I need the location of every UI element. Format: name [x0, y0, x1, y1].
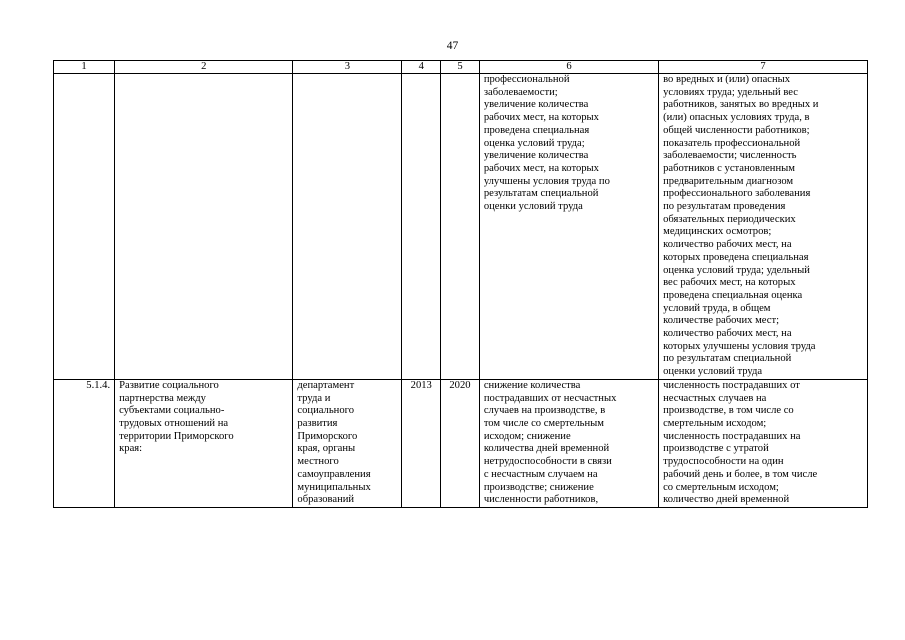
text-line: социального [297, 405, 355, 417]
text-line: обязательных периодических [663, 213, 796, 225]
text-line: снижение количества [483, 379, 581, 391]
text-line: партнерства между [119, 392, 206, 404]
text-line: края: [119, 443, 143, 455]
text-line: численности работников, [483, 494, 599, 506]
text-line: общей численности работников; [663, 124, 810, 136]
text-line: случаев на производстве, в [483, 405, 606, 417]
text-line: предварительным диагнозом [663, 175, 794, 187]
cell-executor [293, 379, 402, 507]
text-line: смертельным исходом; [663, 417, 767, 429]
text-line: образований [297, 494, 355, 506]
cell-indicators [659, 379, 868, 507]
start-year: 2013 [402, 379, 441, 507]
text-line: медицинских осмотров; [663, 226, 772, 238]
measure-text [119, 380, 288, 456]
text-line: оценка условий труда; [483, 137, 585, 149]
cell-expected-result [479, 74, 658, 380]
text-line: со смертельным исходом; [663, 481, 779, 493]
row-number: 5.1.4. [54, 379, 115, 507]
page-number: 47 [446, 40, 459, 52]
text-line: департамент [297, 379, 355, 391]
text-line: оценки условий труда [663, 366, 763, 378]
text-line: результатам специальной [483, 188, 599, 200]
column-number: 1 [54, 61, 115, 74]
text-line: территории Приморского [119, 430, 234, 442]
text-line: субъектами социально- [119, 405, 225, 417]
text-line: количество дней временной [663, 494, 790, 506]
text-line: трудоспособности на один [663, 456, 784, 468]
text-line: оценка условий труда; удельный [663, 264, 810, 276]
text-line: труда и [297, 392, 331, 404]
cell-indicators [659, 74, 868, 380]
text-line: по результатам проведения [663, 201, 786, 213]
text-line: увеличение количества [483, 150, 589, 162]
text-line: рабочий день и более, в том числе [663, 468, 818, 480]
text-line: вес рабочих мест, на которых [663, 277, 796, 289]
text-line: рабочих мест, на которых [483, 112, 599, 124]
text-line: по результатам специальной [663, 353, 792, 365]
text-line: рабочих мест, на которых [483, 162, 599, 174]
column-number: 3 [293, 61, 402, 74]
program-table [53, 60, 868, 508]
text-line: Приморского [297, 430, 358, 442]
column-number: 2 [115, 61, 293, 74]
column-number: 5 [441, 61, 480, 74]
text-line: количество рабочих мест, на [663, 328, 792, 340]
table-row-5-1-4 [54, 379, 868, 507]
expected-result-text [484, 380, 654, 507]
text-line: профессионального заболевания [663, 188, 811, 200]
text-line: условиях труда; удельный вес [663, 86, 798, 98]
cell-measure [115, 74, 293, 380]
text-line: нетрудоспособности в связи [483, 456, 612, 468]
text-line: работников с установленным [663, 162, 795, 174]
text-line: во вредных и (или) опасных [663, 74, 791, 85]
column-number-row [54, 61, 868, 74]
text-line: с несчастным случаем на [483, 468, 598, 480]
end-year: 2020 [441, 379, 480, 507]
text-line: численность пострадавших на [663, 430, 801, 442]
text-line: (или) опасных условиях труда, в [663, 112, 810, 124]
text-line: развития [297, 417, 338, 429]
text-line: пострадавших от несчастных [483, 392, 617, 404]
text-line: трудовых отношений на [119, 417, 229, 429]
text-line: которых улучшены условия труда [663, 340, 816, 352]
text-line: местного [297, 456, 339, 468]
text-line: производстве; снижение [483, 481, 594, 493]
text-line: исходом; снижение [483, 430, 571, 442]
text-line: оценки условий труда [483, 201, 583, 213]
executor-text [297, 380, 397, 507]
continuation-row [54, 74, 868, 380]
cell-measure [115, 379, 293, 507]
cell-number [54, 74, 115, 380]
text-line: показатель профессиональной [663, 137, 801, 149]
text-line: том числе со смертельным [483, 417, 604, 429]
text-line: самоуправления [297, 468, 371, 480]
cell-end-year [441, 74, 480, 380]
text-line: количество рабочих мест, на [663, 239, 792, 251]
text-line: края, органы [297, 443, 356, 455]
text-line: которых проведена специальная [663, 251, 809, 263]
indicators-text [663, 74, 863, 379]
text-line: несчастных случаев на [663, 392, 767, 404]
text-line: численность пострадавших от [663, 379, 800, 391]
text-line: проведена специальная [483, 124, 590, 136]
text-line: количестве рабочих мест; [663, 315, 780, 327]
text-line: улучшены условия труда по [483, 175, 610, 187]
text-line: заболеваемости; [483, 86, 558, 98]
column-number: 7 [659, 61, 868, 74]
cell-executor [293, 74, 402, 380]
column-number: 6 [479, 61, 658, 74]
text-line: заболеваемости; численность [663, 150, 797, 162]
text-line: муниципальных [297, 481, 371, 493]
text-line: увеличение количества [483, 99, 589, 111]
text-line: условий труда, в общем [663, 302, 771, 314]
expected-result-text [484, 74, 654, 214]
cell-start-year [402, 74, 441, 380]
text-line: производстве, в том числе со [663, 405, 794, 417]
text-line: проведена специальная оценка [663, 289, 803, 301]
text-line: Развитие социального [119, 379, 219, 391]
column-number: 4 [402, 61, 441, 74]
cell-expected-result [479, 379, 658, 507]
text-line: профессиональной [483, 74, 570, 85]
indicators-text [663, 380, 863, 507]
text-line: количества дней временной [483, 443, 610, 455]
text-line: работников, занятых во вредных и [663, 99, 819, 111]
text-line: производстве с утратой [663, 443, 769, 455]
